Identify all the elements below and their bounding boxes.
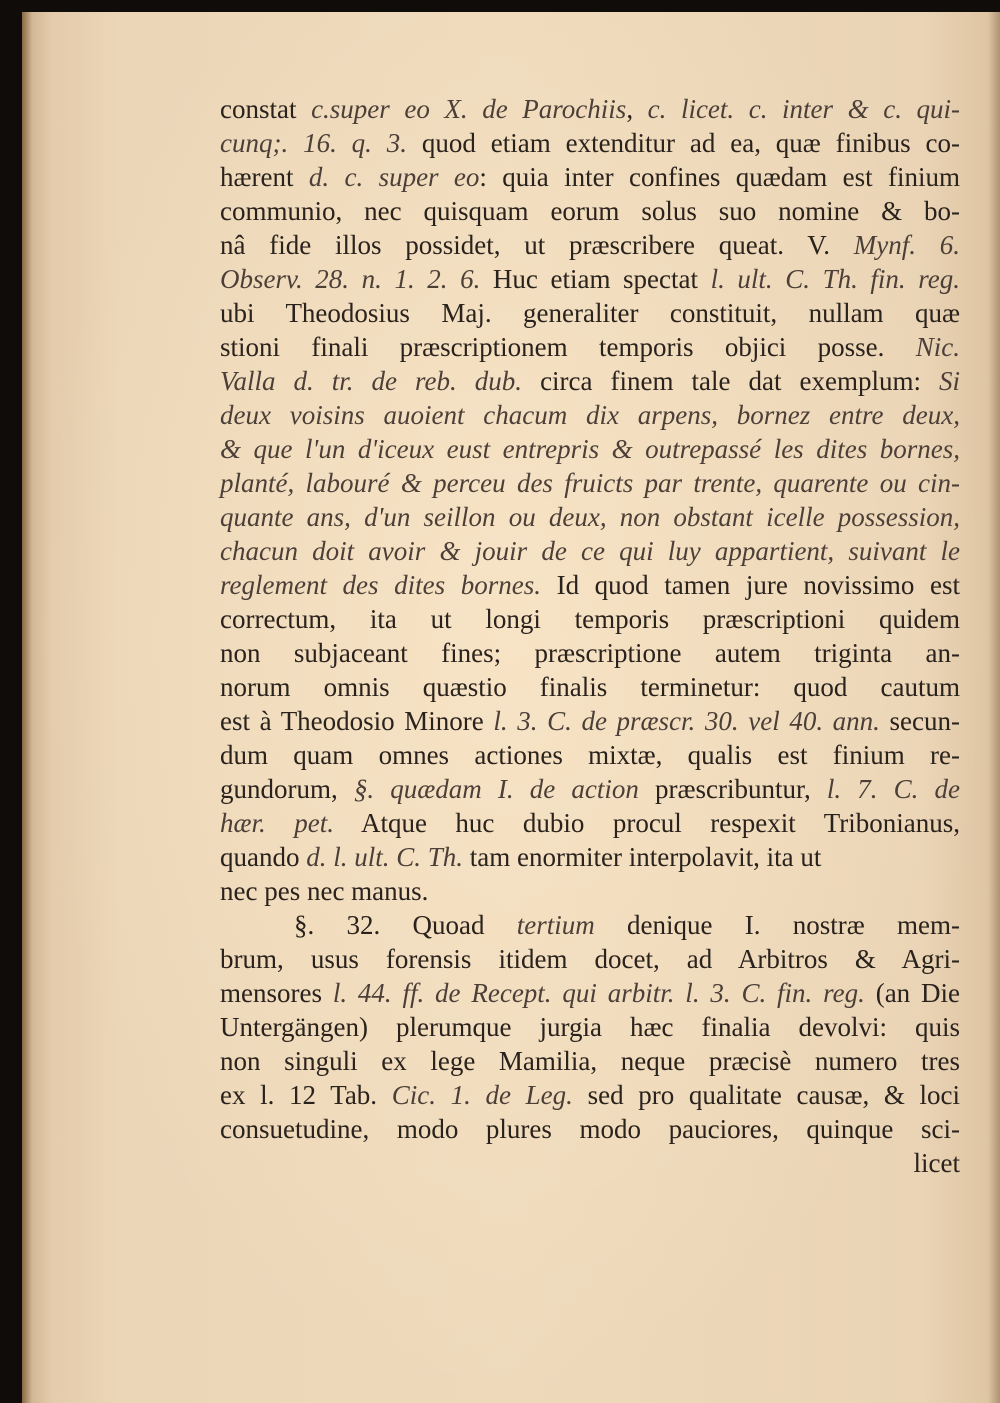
italic-citation: l. 3. C. de præscr. 30. vel 40. ann.: [493, 706, 880, 736]
italic-citation: Cic. 1. de Leg.: [391, 1080, 573, 1110]
text-segment: ex l. 12 Tab.: [220, 1080, 392, 1110]
italic-citation: planté, labouré & perceu des fruicts par trente, quarente ou cin-: [220, 468, 960, 498]
book-page: [22, 12, 1000, 1403]
italic-citation: cunq;. 16. q. 3.: [220, 128, 408, 158]
italic-citation: d. c. super eo: [308, 162, 480, 192]
text-segment: denique I. nostræ mem-: [594, 910, 960, 940]
text-segment: licet: [913, 1148, 960, 1178]
text-segment: correctum, ita ut longi temporis præscriptioni quidem: [220, 604, 960, 634]
text-line: [220, 194, 960, 228]
text-segment: dum quam omnes actiones mixtæ, qualis est finium re-: [220, 740, 960, 770]
text-line: [220, 1112, 960, 1146]
italic-citation: Si: [938, 366, 960, 396]
text-segment: nec pes nec manus.: [220, 876, 429, 906]
text-line: [220, 330, 960, 364]
text-segment: stioni finali præscriptionem temporis objici posse.: [220, 332, 916, 362]
text-line: [220, 772, 960, 806]
text-line: [220, 160, 960, 194]
text-line: [220, 296, 960, 330]
text-line: [220, 466, 960, 500]
text-segment: non subjaceant fines; præscriptione autem triginta an-: [220, 638, 960, 668]
text-line: [220, 534, 960, 568]
text-line: [220, 568, 960, 602]
page-text: [220, 92, 960, 1180]
italic-citation: Observ. 28. n. 1. 2. 6.: [220, 264, 481, 294]
text-segment: §. 32. Quoad: [294, 910, 517, 940]
italic-citation: tertium: [516, 910, 595, 940]
text-segment: est à Theodosio Minore: [220, 706, 494, 736]
text-line: [220, 398, 960, 432]
italic-citation: Mynf. 6.: [853, 230, 961, 260]
text-segment: non singuli ex lege Mamilia, neque præcisè numero tres: [220, 1046, 960, 1076]
text-line: [220, 670, 960, 704]
text-segment: ubi Theodosius Maj. generaliter constituit, nullam quæ: [220, 298, 960, 328]
text-line: [220, 364, 960, 398]
italic-citation: chacun doit avoir & jouir de ce qui luy appartient, suivant le: [220, 536, 960, 566]
text-segment: : quia inter confines quædam est finium: [479, 162, 961, 192]
text-segment: nâ fide illos possidet, ut præscribere queat. V.: [220, 230, 854, 260]
italic-citation: c. licet. c. inter & c. qui-: [647, 94, 961, 124]
text-line: [220, 1044, 960, 1078]
italic-citation: l. 44. ff. de Recept. qui arbitr. l. 3. C. fin. reg.: [332, 978, 865, 1008]
text-segment: circa finem tale dat exemplum:: [522, 366, 939, 396]
text-segment: secun-: [879, 706, 960, 736]
text-segment: brum, usus forensis itidem docet, ad Arbitros & Agri-: [220, 944, 960, 974]
italic-citation: hær. pet.: [220, 808, 334, 838]
italic-citation: Valla d. tr. de reb. dub.: [220, 366, 523, 396]
text-line: [220, 1078, 960, 1112]
text-segment: præscribuntur,: [638, 774, 827, 804]
text-line: [220, 126, 960, 160]
italic-citation: deux voisins auoient chacum dix arpens, bornez entre deux,: [220, 400, 960, 430]
text-segment: consuetudine, modo plures modo pauciores, quinque sci-: [220, 1114, 960, 1144]
text-segment: gundorum,: [220, 774, 354, 804]
text-line: [220, 942, 960, 976]
text-line: [220, 806, 960, 840]
text-segment: Atque huc dubio procul respexit Tribonianus,: [333, 808, 960, 838]
text-segment: hærent: [220, 162, 309, 192]
text-segment: sed pro qualitate causæ, & loci: [572, 1080, 961, 1110]
text-segment: mensores: [220, 978, 333, 1008]
text-line: [220, 704, 960, 738]
text-line: [220, 1010, 960, 1044]
text-line: [220, 262, 960, 296]
text-line: [220, 908, 960, 942]
text-segment: norum omnis quæstio finalis terminetur: quod cautum: [220, 672, 960, 702]
italic-citation: d. l. ult. C. Th.: [306, 842, 464, 872]
text-line: [220, 738, 960, 772]
text-line: [220, 976, 960, 1010]
italic-citation: Nic.: [915, 332, 960, 362]
text-segment: Huc etiam spectat: [480, 264, 711, 294]
italic-citation: & que l'un d'iceux eust entrepris & outrepassé les dites bornes,: [220, 434, 960, 464]
text-line: [220, 874, 960, 908]
text-line: [220, 636, 960, 670]
text-line: [220, 602, 960, 636]
italic-citation: l. ult. C. Th. fin. reg.: [710, 264, 960, 294]
text-segment: (an Die: [864, 978, 960, 1008]
text-line: [220, 228, 960, 262]
italic-citation: §. quædam I. de action: [353, 774, 639, 804]
text-segment: Id quod tamen jure novissimo est: [540, 570, 960, 600]
text-segment: tam enormiter interpolavit, ita ut: [463, 842, 822, 872]
text-segment: Untergängen) plerumque jurgia hæc finalia devolvi: quis: [220, 1012, 960, 1042]
text-segment: quando: [220, 842, 307, 872]
text-segment: ,: [626, 94, 648, 124]
italic-citation: c.super eo X. de Parochiis: [311, 94, 627, 124]
italic-citation: l. 7. C. de: [826, 774, 960, 804]
text-line: [220, 432, 960, 466]
text-line: [220, 840, 960, 874]
italic-citation: reglement des dites bornes.: [220, 570, 541, 600]
text-line: [220, 500, 960, 534]
text-segment: quod etiam extenditur ad ea, quæ finibus co-: [407, 128, 960, 158]
text-segment: constat: [220, 94, 312, 124]
text-line: [220, 92, 960, 126]
text-segment: communio, nec quisquam eorum solus suo nomine & bo-: [220, 196, 960, 226]
catchword-line: [220, 1146, 960, 1180]
italic-citation: quante ans, d'un seillon ou deux, non obstant icelle possession,: [220, 502, 960, 532]
